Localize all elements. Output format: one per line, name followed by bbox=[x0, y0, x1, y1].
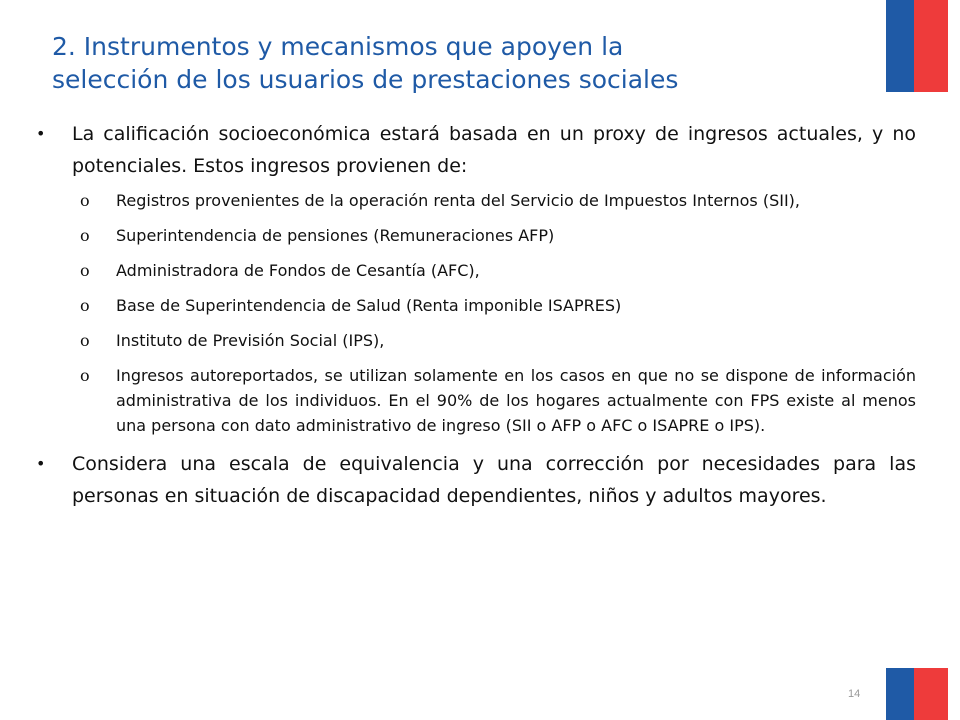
bullet-mark: • bbox=[36, 124, 46, 143]
sub-bullet-mark: o bbox=[80, 366, 90, 385]
sub-bullet-text: Administradora de Fondos de Cesantía (AFC), bbox=[116, 261, 480, 280]
bullet-item bbox=[36, 448, 916, 512]
sub-bullet-mark: o bbox=[80, 191, 90, 210]
sub-bullet-item bbox=[80, 293, 916, 318]
sub-bullet-text: Base de Superintendencia de Salud (Renta imponible ISAPRES) bbox=[116, 296, 622, 315]
bullet-text: Considera una escala de equivalencia y una corrección por necesidades para las personas en situación de discapacidad dependientes, niños y adultos mayores. bbox=[72, 453, 916, 507]
sub-bullet-text: Registros provenientes de la operación renta del Servicio de Impuestos Internos (SII), bbox=[116, 191, 800, 210]
flag-stripe-top bbox=[886, 0, 948, 92]
flag-red-stripe bbox=[914, 668, 948, 720]
slide-title-line-2: selección de los usuarios de prestaciones sociales bbox=[52, 65, 679, 94]
sub-bullet-text: Instituto de Previsión Social (IPS), bbox=[116, 331, 385, 350]
bullet-item bbox=[36, 118, 916, 182]
sub-bullet-mark: o bbox=[80, 296, 90, 315]
flag-blue-stripe bbox=[886, 668, 914, 720]
flag-blue-stripe bbox=[886, 0, 914, 92]
flag-stripe-bottom bbox=[886, 668, 948, 720]
sub-bullet-mark: o bbox=[80, 226, 90, 245]
bullet-mark: • bbox=[36, 454, 46, 473]
bullet-text: La calificación socioeconómica estará basada en un proxy de ingresos actuales, y no potenciales. Estos ingresos provienen de: bbox=[72, 123, 916, 177]
sub-bullet-mark: o bbox=[80, 261, 90, 280]
sub-bullet-text: Superintendencia de pensiones (Remuneraciones AFP) bbox=[116, 226, 555, 245]
sub-bullet-item bbox=[80, 328, 916, 353]
sub-bullet-item bbox=[80, 188, 916, 213]
sub-bullet-text: Ingresos autoreportados, se utilizan solamente en los casos en que no se dispone de información administrativa de los individuos. En el 90% de los hogares actualmente con FPS existe al menos una persona con dato administrativo de ingreso (SII o AFP o AFC o ISAPRE o IPS). bbox=[116, 366, 916, 435]
sub-bullet-mark: o bbox=[80, 331, 90, 350]
flag-red-stripe bbox=[914, 0, 948, 92]
slide-title bbox=[52, 30, 872, 96]
page-number: 14 bbox=[848, 688, 861, 700]
slide-content bbox=[36, 118, 916, 512]
sub-bullet-item bbox=[80, 363, 916, 438]
sub-bullet-item bbox=[80, 258, 916, 283]
sub-bullet-item bbox=[80, 223, 916, 248]
sub-bullet-list bbox=[80, 188, 916, 438]
slide-title-line-1: 2. Instrumentos y mecanismos que apoyen la bbox=[52, 32, 624, 61]
